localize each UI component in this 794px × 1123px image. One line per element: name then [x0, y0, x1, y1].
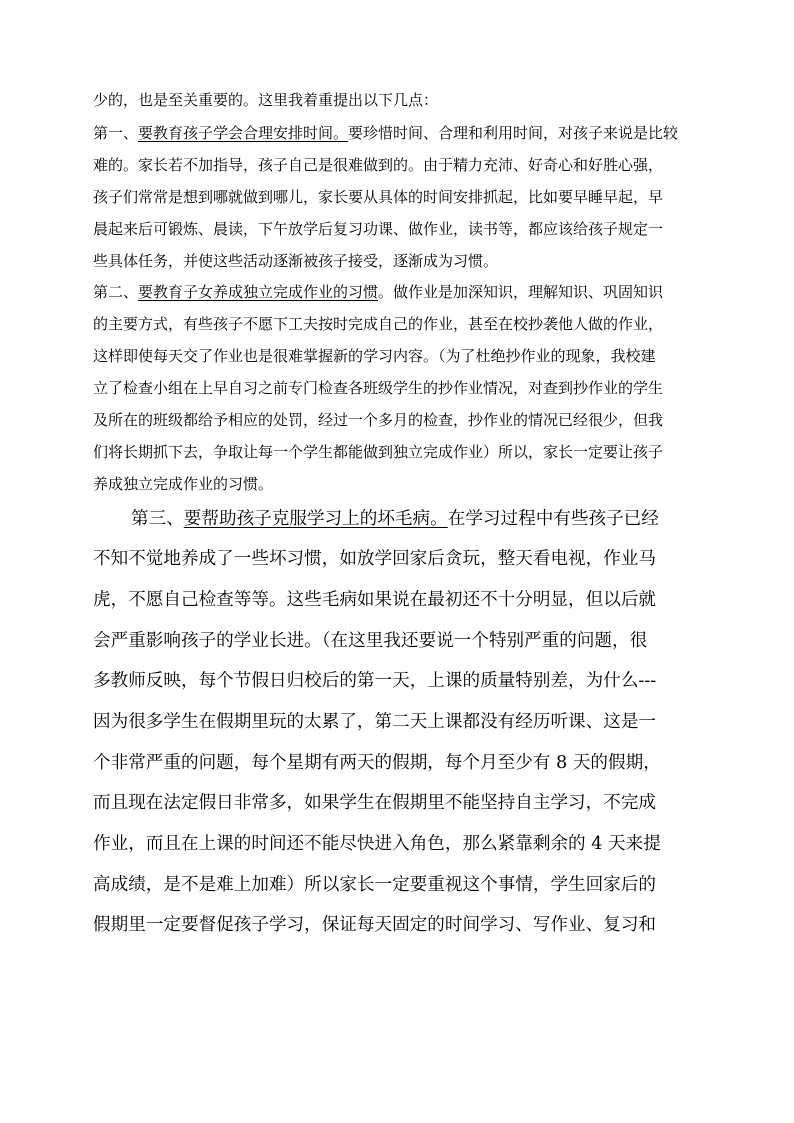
point-two-prefix: 第二、 — [93, 283, 139, 301]
point-one-first-line — [93, 118, 713, 148]
point-one-prefix: 第一、 — [93, 124, 139, 142]
paragraph-line: 因为很多学生在假期里玩的太累了，第二天上课都没有经历听课、这是一 — [93, 712, 657, 732]
paragraph-line: 立了检查小组在上早自习之前专门检查各班级学生的抄作业情况，对查到抄作业的学生 — [93, 379, 664, 397]
paragraph-line: 假期里一定要督促孩子学习，保证每天固定的时间学习、写作业、复习和 — [93, 915, 657, 935]
paragraph-line: 而且现在法定假日非常多，如果学生在假期里不能坚持自主学习，不完成 — [93, 793, 657, 813]
point-two-text: 。做作业是加深知识，理解知识、巩固知识 — [378, 283, 664, 301]
paragraph-line: 孩子们常常是想到哪就做到哪儿，家长要从具体的时间安排抓起，比如要早睡早起，早 — [93, 188, 664, 206]
paragraph-line: 会严重影响孩子的学业长进。（在这里我还要说一个特别严重的问题，很 — [93, 631, 648, 651]
paragraph-line: 难的。家长若不加指导，孩子自己是很难做到的。由于精力充沛、好奇心和好胜心强， — [93, 156, 664, 174]
paragraph-line: 虎，不愿自己检查等等。这些毛病如果说在最初还不十分明显，但以后就 — [93, 590, 657, 610]
paragraph-line: 些具体任务，并使这些活动逐渐被孩子接受，逐渐成为习惯。 — [93, 252, 499, 270]
point-three-prefix: 第三、 — [131, 509, 184, 529]
paragraph-line: 这样即使每天交了作业也是很难掌握新的学习内容。（为了杜绝抄作业的现象，我校建 — [93, 347, 656, 365]
point-two-heading: 要教育子女养成独立完成作业的习惯 — [138, 283, 379, 301]
paragraph-line: 作业，而且在上课的时间还不能尽快进入角色，那么紧靠剩余的 4 天来提 — [93, 834, 661, 854]
point-one-text: 要珍惜时间、合理和利用时间，对孩子来说是比较 — [348, 124, 679, 142]
paragraph-line: 少的，也是至关重要的。这里我着重提出以下几点： — [93, 91, 439, 109]
paragraph-line: 不知不觉地养成了一些坏习惯，如放学回家后贪玩，整天看电视，作业马 — [93, 549, 657, 569]
paragraph-line: 们将长期抓下去，争取让每一个学生都能做到独立完成作业）所以，家长一定要让孩子 — [93, 443, 664, 461]
point-three-first-line — [131, 501, 713, 537]
paragraph-line: 的主要方式，有些孩子不愿下工夫按时完成自己的作业，甚至在校抄袭他人做的作业， — [93, 315, 664, 333]
point-one-heading: 要教育孩子学会合理安排时间。 — [138, 124, 349, 142]
point-three-text: 在学习过程中有些孩子已经 — [447, 509, 659, 529]
point-three-heading: 要帮助孩子克服学习上的坏毛病。 — [183, 509, 448, 529]
paragraph-line: 高成绩，是不是难上加难）所以家长一定要重视这个事情，学生回家后的 — [93, 875, 657, 895]
paragraph-line: 多教师反映，每个节假日归校后的第一天，上课的质量特别差，为什么--- — [93, 671, 657, 691]
paragraph-line: 养成独立完成作业的习惯。 — [93, 475, 274, 493]
paragraph-line: 晨起来后可锻炼、晨读，下午放学后复习功课、做作业，读书等，都应该给孩子规定一 — [93, 220, 664, 238]
paragraph-line: 个非常严重的问题，每个星期有两天的假期，每个月至少有 8 天的假期， — [93, 753, 661, 773]
point-two-first-line — [93, 277, 713, 307]
paragraph-line: 及所在的班级都给予相应的处罚，经过一个多月的检查，抄作业的情况已经很少，但我 — [93, 411, 664, 429]
